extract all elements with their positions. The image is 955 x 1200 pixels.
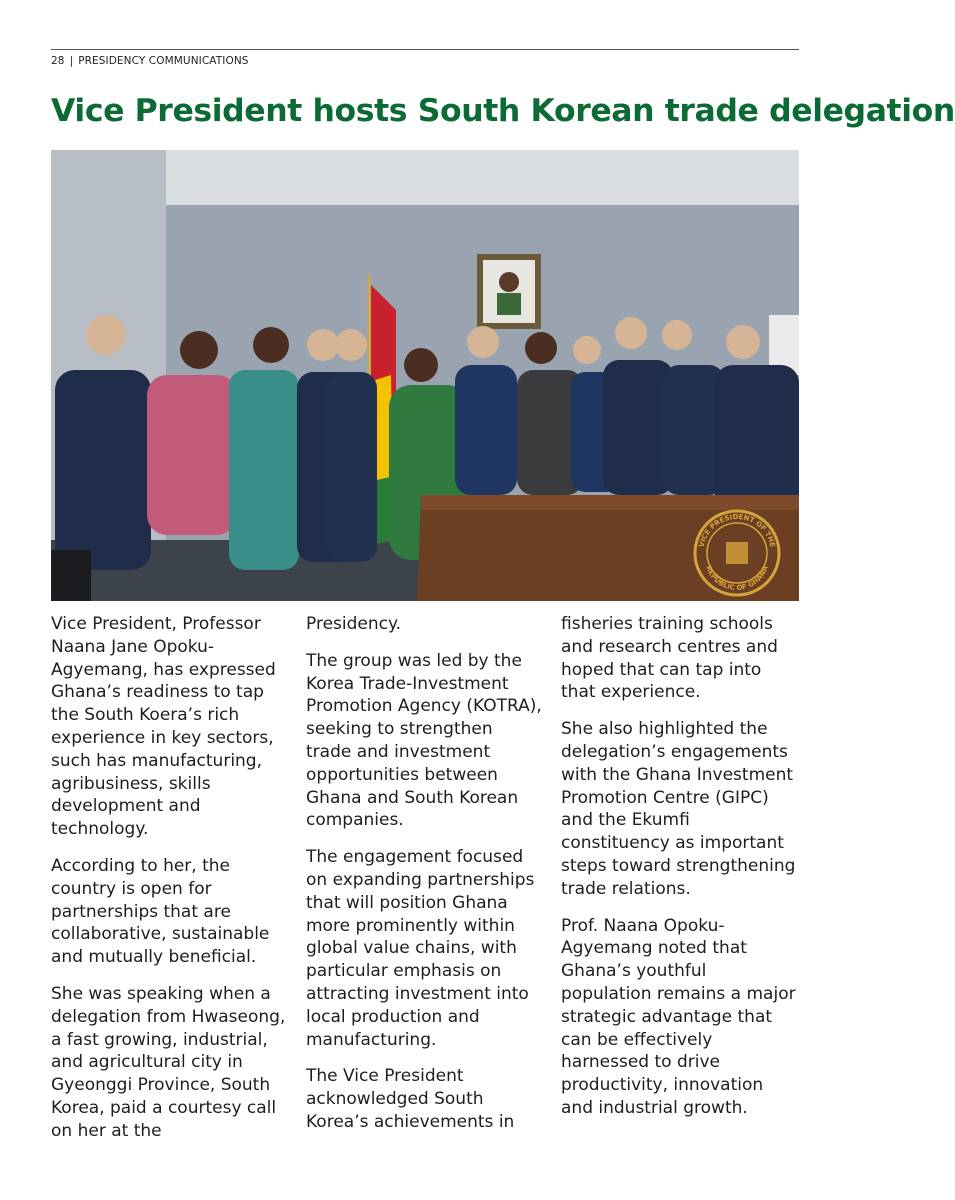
- paragraph: The Vice President acknowledged South Korea’s achievements in: [306, 1066, 515, 1132]
- article-column-3: [561, 613, 797, 1134]
- section-name: PRESIDENCY COMMUNICATIONS: [78, 55, 249, 67]
- running-header: [51, 49, 799, 67]
- paragraph: She was speaking when a delegation from Hwaseong, a fast growing, industrial, and agricultural city in Gyeonggi Province, South Korea, paid a courtesy call on her at the: [51, 983, 286, 1141]
- group-photo: [51, 150, 799, 601]
- article-title: Vice President hosts South Korean trade delegation: [51, 93, 955, 129]
- vice-president-seal: [695, 511, 779, 595]
- seal-text-bottom: REPUBLIC OF GHANA: [704, 564, 770, 593]
- paragraph: According to her, the country is open for partnerships that are collaborative, sustainable and mutually beneficial.: [51, 855, 270, 968]
- article-column-1: [51, 613, 287, 1157]
- article-column-2: [306, 613, 542, 1148]
- header-separator: |: [69, 55, 74, 67]
- paragraph: The group was led by the Korea Trade-Investment Promotion Agency (KOTRA), seeking to strengthen trade and investment opportunities between Ghana and South Korean companies.: [306, 650, 542, 831]
- paragraph: Vice President, Professor Naana Jane Opoku-Agyemang, has expressed Ghana’s readiness to tap the South Koera’s rich experience in key sectors, such has manufacturing, agribusiness, skills development and technology.: [51, 614, 276, 840]
- paragraph: Prof. Naana Opoku-Agyemang noted that Ghana’s youthful population remains a major strategic advantage that can be effectively harnessed to drive productivity, innovation and industrial growth.: [561, 915, 796, 1118]
- group-photo-illustration: [51, 150, 799, 601]
- paragraph: Presidency.: [306, 614, 402, 634]
- paragraph: She also highlighted the delegation’s engagements with the Ghana Investment Promotion Centre (GIPC) and the Ekumfi constituency as important steps toward strengthening trade relations.: [561, 719, 796, 899]
- page-number: 28: [51, 55, 65, 67]
- paragraph: fisheries training schools and research centres and hoped that can tap into that experience.: [561, 614, 778, 703]
- paragraph: The engagement focused on expanding partnerships that will position Ghana more prominently within global value chains, with particular emphasis on attracting investment into local production and manufacturing.: [306, 847, 535, 1050]
- chair: [51, 550, 91, 601]
- seal-text-top: VICE PRESIDENT OF THE: [697, 512, 777, 549]
